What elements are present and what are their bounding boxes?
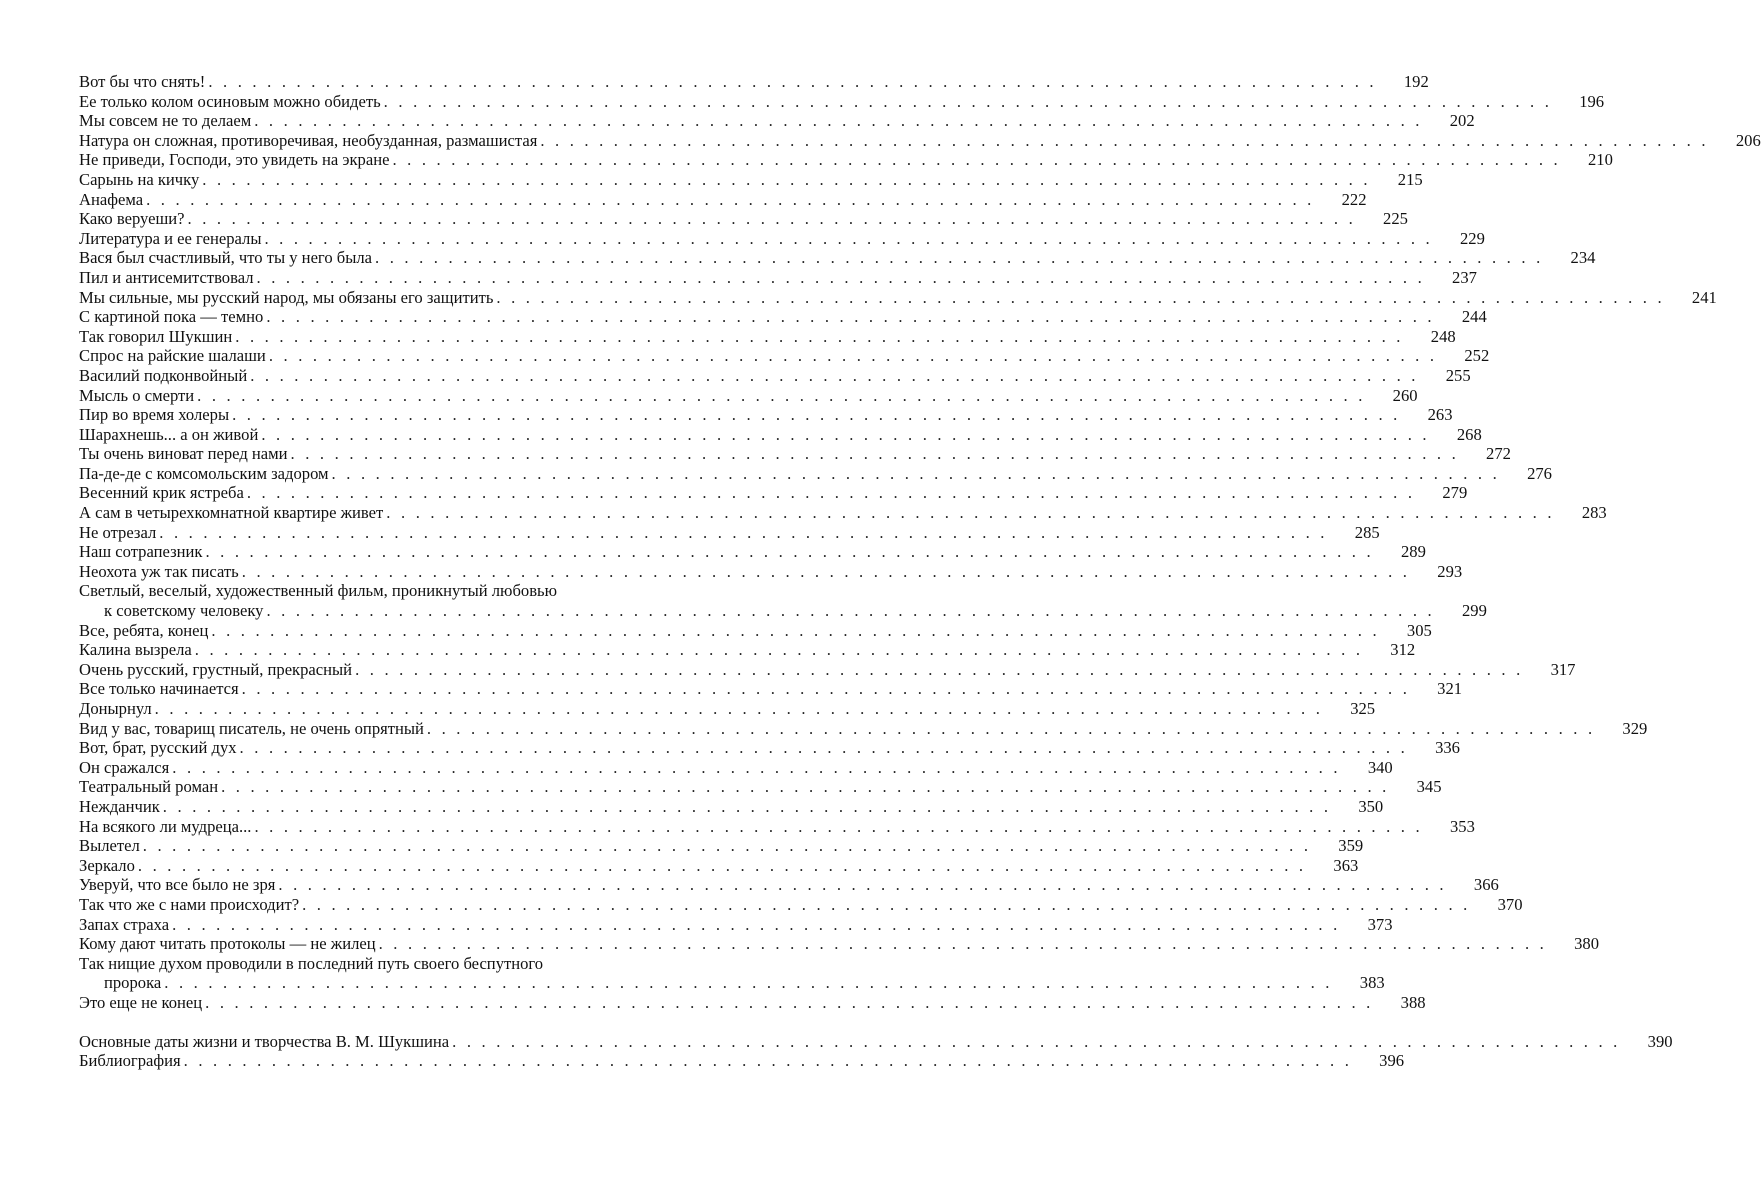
entry-title: Вот, брат, русский дух	[79, 738, 240, 758]
page-number: 299	[1461, 601, 1487, 621]
dot-leader: . . . . . . . . . . . . . . . . . . . . . . . . . . . . . . . . . . . . . . . . . . . . . . . . . . . . . . . . . . . . . . . . . . . . . . . . . . . . . . . .	[246, 483, 1416, 503]
toc-entry	[79, 699, 1376, 719]
entry-title: Натура он сложная, противоречивая, необузданная, размашистая	[79, 131, 540, 151]
page-number: 312	[1390, 640, 1416, 660]
toc-entry	[79, 91, 1605, 112]
page-number: 279	[1442, 483, 1468, 503]
page-number: 237	[1452, 267, 1477, 287]
toc-entry	[79, 816, 1475, 837]
dot-leader: . . . . . . . . . . . . . . . . . . . . . . . . . . . . . . . . . . . . . . . . . . . . . . . . . . . . . . . . . . . . . . . . . . . . . . . . . . . . . . . .	[205, 542, 1374, 562]
toc-entry	[79, 855, 1359, 876]
dot-leader: . . . . . . . . . . . . . . . . . . . . . . . . . . . . . . . . . . . . . . . . . . . . . . . . . . . . . . . . . . . . . . . . . . . . . . . . . . . . . . . .	[540, 130, 1709, 150]
page-number: 252	[1464, 346, 1490, 366]
entry-title: к советскому человеку	[79, 601, 266, 621]
page-number: 350	[1358, 796, 1384, 816]
toc-entry	[79, 875, 1499, 895]
entry-title: С картиной пока — темно	[79, 307, 266, 327]
dot-leader: . . . . . . . . . . . . . . . . . . . . . . . . . . . . . . . . . . . . . . . . . . . . . . . . . . . . . . . . . . . . . . . . . . . . . . . . . . . . . . . .	[146, 189, 1315, 209]
page-number: 260	[1392, 385, 1418, 405]
entry-title: Не приведи, Господи, это увидеть на экране	[79, 150, 392, 170]
page-number: 317	[1550, 659, 1576, 679]
page-number: 289	[1400, 542, 1426, 562]
page-number: 340	[1367, 757, 1393, 777]
entry-title: Театральный роман	[79, 777, 221, 797]
entry-title: Очень русский, грустный, прекрасный	[79, 660, 355, 680]
entry-title: Мы совсем не то делаем	[79, 111, 254, 131]
dot-leader: . . . . . . . . . . . . . . . . . . . . . . . . . . . . . . . . . . . . . . . . . . . . . . . . . . . . . . . . . . . . . . . . . . . . . . . . . . . . . . . .	[452, 1031, 1621, 1051]
entry-title: Кому дают читать протоколы — не жилец	[79, 934, 379, 954]
toc-entry	[79, 561, 1463, 582]
toc-entry	[79, 72, 1429, 92]
page-number: 329	[1622, 718, 1648, 738]
toc-entry	[79, 738, 1460, 758]
toc-entry	[79, 111, 1475, 131]
toc-entry	[79, 424, 1482, 445]
page-number: 244	[1461, 307, 1487, 327]
entry-title: А сам в четырехкомнатной квартире живет	[79, 503, 386, 523]
toc-entry	[79, 659, 1576, 680]
dot-leader: . . . . . . . . . . . . . . . . . . . . . . . . . . . . . . . . . . . . . . . . . . . . . . . . . . . . . . . . . . . . . . . . . . . . . . . . . . . . . . . .	[164, 973, 1333, 993]
toc-entry	[79, 267, 1477, 288]
entry-title: Шарахнешь... а он живой	[79, 425, 261, 445]
dot-leader: . . . . . . . . . . . . . . . . . . . . . . . . . . . . . . . . . . . . . . . . . . . . . . . . . . . . . . . . . . . . . . . . . . . . . . . . . . . . . . . .	[254, 111, 1423, 131]
dot-leader: . . . . . . . . . . . . . . . . . . . . . . . . . . . . . . . . . . . . . . . . . . . . . . . . . . . . . . . . . . . . . . . . . . . . . . . . . . . . . . . .	[232, 405, 1401, 425]
dot-leader: . . . . . . . . . . . . . . . . . . . . . . . . . . . . . . . . . . . . . . . . . . . . . . . . . . . . . . . . . . . . . . . . . . . . . . . . . . . . . . . .	[266, 307, 1435, 327]
dot-leader: . . . . . . . . . . . . . . . . . . . . . . . . . . . . . . . . . . . . . . . . . . . . . . . . . . . . . . . . . . . . . . . . . . . . . . . . . . . . . . . .	[211, 620, 1380, 640]
entry-title: Запах страха	[79, 915, 172, 935]
entry-title-line1: Светлый, веселый, художественный фильм, проникнутый любовью	[79, 581, 557, 601]
toc-entry	[79, 894, 1523, 915]
page-number: 363	[1333, 855, 1359, 875]
dot-leader: . . . . . . . . . . . . . . . . . . . . . . . . . . . . . . . . . . . . . . . . . . . . . . . . . . . . . . . . . . . . . . . . . . . . . . . . . . . . . . . .	[159, 522, 1328, 542]
dot-leader: . . . . . . . . . . . . . . . . . . . . . . . . . . . . . . . . . . . . . . . . . . . . . . . . . . . . . . . . . . . . . . . . . . . . . . . . . . . . . . . .	[392, 150, 1561, 170]
entry-title: Он сражался	[79, 758, 172, 778]
page-number: 272	[1486, 444, 1511, 464]
entry-title: Так что же с нами происходит?	[79, 895, 302, 915]
entry-title: Мы сильные, мы русский народ, мы обязаны его защитить	[79, 288, 496, 308]
page-number: 255	[1445, 365, 1471, 385]
toc-entry	[79, 150, 1613, 170]
entry-title: пророка	[79, 973, 164, 993]
page-number: 276	[1527, 463, 1552, 483]
entry-title: Не отрезал	[79, 523, 159, 543]
toc-entry	[79, 483, 1468, 503]
dot-leader: . . . . . . . . . . . . . . . . . . . . . . . . . . . . . . . . . . . . . . . . . . . . . . . . . . . . . . . . . . . . . . . . . . . . . . . . . . . . . . . .	[221, 777, 1390, 797]
page-number: 283	[1581, 503, 1607, 523]
toc-entry	[79, 463, 1552, 484]
toc-entry	[79, 307, 1487, 327]
page-number: 206	[1735, 130, 1761, 150]
toc-entry	[79, 385, 1418, 406]
dot-leader: . . . . . . . . . . . . . . . . . . . . . . . . . . . . . . . . . . . . . . . . . . . . . . . . . . . . . . . . . . . . . . . . . . . . . . . . . . . . . . . .	[194, 640, 1364, 660]
dot-leader: . . . . . . . . . . . . . . . . . . . . . . . . . . . . . . . . . . . . . . . . . . . . . . . . . . . . . . . . . . . . . . . . . . . . . . . . . . . . . . . .	[331, 463, 1500, 483]
page-number: 353	[1449, 816, 1475, 836]
dot-leader: . . . . . . . . . . . . . . . . . . . . . . . . . . . . . . . . . . . . . . . . . . . . . . . . . . . . . . . . . . . . . . . . . . . . . . . . . . . . . . . .	[172, 757, 1341, 777]
page-number: 241	[1691, 287, 1717, 307]
page-number: 210	[1587, 150, 1613, 170]
dot-leader: . . . . . . . . . . . . . . . . . . . . . . . . . . . . . . . . . . . . . . . . . . . . . . . . . . . . . . . . . . . . . . . . . . . . . . . . . . . . . . . .	[208, 72, 1377, 91]
entry-title: Пир во время холеры	[79, 405, 232, 425]
dot-leader: . . . . . . . . . . . . . . . . . . . . . . . . . . . . . . . . . . . . . . . . . . . . . . . . . . . . . . . . . . . . . . . . . . . . . . . . . . . . . . . .	[235, 326, 1404, 346]
page-number: 248	[1430, 326, 1456, 346]
entry-title-line1: Так нищие духом проводили в последний путь своего беспутного	[79, 953, 544, 973]
page-number: 229	[1459, 228, 1485, 248]
page-number: 370	[1497, 894, 1523, 914]
dot-leader: . . . . . . . . . . . . . . . . . . . . . . . . . . . . . . . . . . . . . . . . . . . . . . . . . . . . . . . . . . . . . . . . . . . . . . . . . . . . . . . .	[264, 228, 1433, 248]
dot-leader: . . . . . . . . . . . . . . . . . . . . . . . . . . . . . . . . . . . . . . . . . . . . . . . . . . . . . . . . . . . . . . . . . . . . . . . . . . . . . . . .	[239, 738, 1408, 758]
toc-entry	[79, 796, 1384, 817]
entry-title: Вася был счастливый, что ты у него была	[79, 248, 375, 268]
toc-entry	[79, 503, 1607, 523]
toc-entry	[79, 287, 1717, 308]
page-number: 225	[1383, 209, 1408, 229]
entry-title: Уверуй, что все было не зря	[79, 875, 278, 895]
entry-title: Все только начинается	[79, 679, 242, 699]
page-number: 373	[1367, 914, 1393, 934]
entry-title: Наш сотрапезник	[79, 542, 205, 562]
toc-entry-multiline	[79, 581, 1487, 621]
entry-title: Весенний крик ястреба	[79, 483, 247, 503]
page-number: 202	[1449, 111, 1475, 131]
dot-leader: . . . . . . . . . . . . . . . . . . . . . . . . . . . . . . . . . . . . . . . . . . . . . . . . . . . . . . . . . . . . . . . . . . . . . . . . . . . . . . . .	[375, 248, 1544, 268]
page-number: 222	[1341, 189, 1367, 209]
toc-entry	[79, 542, 1426, 562]
toc-entry	[79, 130, 1761, 151]
page-number: 305	[1406, 620, 1432, 640]
entry-title: На всякого ли мудреца...	[79, 817, 254, 837]
page-number: 215	[1397, 169, 1423, 189]
page-number: 196	[1579, 91, 1605, 111]
entry-title: Спрос на райские шалаши	[79, 346, 269, 366]
page-number: 359	[1338, 836, 1364, 856]
entry-title: Зеркало	[79, 856, 138, 876]
page-number: 192	[1403, 72, 1429, 91]
dot-leader: . . . . . . . . . . . . . . . . . . . . . . . . . . . . . . . . . . . . . . . . . . . . . . . . . . . . . . . . . . . . . . . . . . . . . . . . . . . . . . . .	[378, 934, 1548, 954]
dot-leader: . . . . . . . . . . . . . . . . . . . . . . . . . . . . . . . . . . . . . . . . . . . . . . . . . . . . . . . . . . . . . . . . . . . . . . . . . . . . . . . .	[386, 503, 1555, 523]
page-number: 268	[1456, 424, 1482, 444]
entry-title: Вот бы что снять!	[79, 72, 208, 92]
dot-leader: . . . . . . . . . . . . . . . . . . . . . . . . . . . . . . . . . . . . . . . . . . . . . . . . . . . . . . . . . . . . . . . . . . . . . . . . . . . . . . . .	[278, 875, 1447, 895]
dot-leader: . . . . . . . . . . . . . . . . . . . . . . . . . . . . . . . . . . . . . . . . . . . . . . . . . . . . . . . . . . . . . . . . . . . . . . . . . . . . . . . .	[183, 1051, 1353, 1071]
entry-title: Ты очень виноват перед нами	[79, 444, 291, 464]
section-gap	[79, 1013, 664, 1032]
toc-entry	[79, 620, 1432, 641]
toc-entry	[79, 405, 1453, 425]
dot-leader: . . . . . . . . . . . . . . . . . . . . . . . . . . . . . . . . . . . . . . . . . . . . . . . . . . . . . . . . . . . . . . . . . . . . . . . . . . . . . . . .	[137, 855, 1307, 875]
dot-leader: . . . . . . . . . . . . . . . . . . . . . . . . . . . . . . . . . . . . . . . . . . . . . . . . . . . . . . . . . . . . . . . . . . . . . . . . . . . . . . . .	[261, 424, 1430, 444]
dot-leader: . . . . . . . . . . . . . . . . . . . . . . . . . . . . . . . . . . . . . . . . . . . . . . . . . . . . . . . . . . . . . . . . . . . . . . . . . . . . . . . .	[241, 679, 1411, 699]
page-number: 345	[1416, 777, 1442, 797]
entry-title: Анафема	[79, 190, 146, 210]
page-number: 396	[1379, 1051, 1405, 1071]
page-number: 325	[1350, 699, 1376, 718]
page-number: 293	[1437, 561, 1463, 581]
dot-leader: . . . . . . . . . . . . . . . . . . . . . . . . . . . . . . . . . . . . . . . . . . . . . . . . . . . . . . . . . . . . . . . . . . . . . . . . . . . . . . . .	[256, 267, 1425, 287]
toc-entry	[79, 228, 1485, 249]
entry-title: Это еще не конец	[79, 993, 205, 1013]
entry-title: Неохота уж так писать	[79, 562, 242, 582]
dot-leader: . . . . . . . . . . . . . . . . . . . . . . . . . . . . . . . . . . . . . . . . . . . . . . . . . . . . . . . . . . . . . . . . . . . . . . . . . . . . . . . .	[355, 659, 1524, 679]
dot-leader: . . . . . . . . . . . . . . . . . . . . . . . . . . . . . . . . . . . . . . . . . . . . . . . . . . . . . . . . . . . . . . . . . . . . . . . . . . . . . . . .	[154, 699, 1324, 718]
toc-entry	[79, 718, 1648, 739]
entry-title: Ее только колом осиновым можно обидеть	[79, 92, 384, 112]
entry-title: Основные даты жизни и творчества В. М. Шукшина	[79, 1032, 452, 1052]
dot-leader: . . . . . . . . . . . . . . . . . . . . . . . . . . . . . . . . . . . . . . . . . . . . . . . . . . . . . . . . . . . . . . . . . . . . . . . . . . . . . . . .	[496, 287, 1665, 307]
entry-title: Библиография	[79, 1051, 184, 1071]
toc-entry	[79, 679, 1463, 699]
entry-title: Литература и ее генералы	[79, 229, 264, 249]
entry-title: Вид у вас, товарищ писатель, не очень опрятный	[79, 719, 427, 739]
toc-entry	[79, 1051, 1405, 1071]
entry-title: Па-де-де с комсомольским задором	[79, 464, 332, 484]
entry-title: Вылетел	[79, 836, 143, 856]
dot-leader: . . . . . . . . . . . . . . . . . . . . . . . . . . . . . . . . . . . . . . . . . . . . . . . . . . . . . . . . . . . . . . . . . . . . . . . . . . . . . . . .	[302, 894, 1471, 914]
dot-leader: . . . . . . . . . . . . . . . . . . . . . . . . . . . . . . . . . . . . . . . . . . . . . . . . . . . . . . . . . . . . . . . . . . . . . . . . . . . . . . . .	[383, 91, 1553, 111]
entry-title: Нежданчик	[79, 797, 163, 817]
toc-entry	[79, 934, 1600, 954]
entry-title: Пил и антисемитствовал	[79, 268, 257, 288]
dot-leader: . . . . . . . . . . . . . . . . . . . . . . . . . . . . . . . . . . . . . . . . . . . . . . . . . . . . . . . . . . . . . . . . . . . . . . . . . . . . . . . .	[187, 209, 1356, 229]
dot-leader: . . . . . . . . . . . . . . . . . . . . . . . . . . . . . . . . . . . . . . . . . . . . . . . . . . . . . . . . . . . . . . . . . . . . . . . . . . . . . . . .	[172, 914, 1341, 934]
dot-leader: . . . . . . . . . . . . . . . . . . . . . . . . . . . . . . . . . . . . . . . . . . . . . . . . . . . . . . . . . . . . . . . . . . . . . . . . . . . . . . . .	[266, 601, 1435, 621]
table-of-contents	[79, 72, 1761, 1071]
entry-title: Донырнул	[79, 699, 155, 719]
entry-title: Мысль о смерти	[79, 386, 197, 406]
entry-title: Калина вызрела	[79, 640, 195, 660]
toc-entry	[79, 326, 1456, 347]
dot-leader: . . . . . . . . . . . . . . . . . . . . . . . . . . . . . . . . . . . . . . . . . . . . . . . . . . . . . . . . . . . . . . . . . . . . . . . . . . . . . . . .	[162, 796, 1332, 816]
page-number: 263	[1427, 405, 1453, 425]
toc-entry	[79, 973, 1385, 993]
dot-leader: . . . . . . . . . . . . . . . . . . . . . . . . . . . . . . . . . . . . . . . . . . . . . . . . . . . . . . . . . . . . . . . . . . . . . . . . . . . . . . . .	[197, 385, 1366, 405]
dot-leader: . . . . . . . . . . . . . . . . . . . . . . . . . . . . . . . . . . . . . . . . . . . . . . . . . . . . . . . . . . . . . . . . . . . . . . . . . . . . . . . .	[254, 816, 1423, 836]
toc-entries	[79, 72, 1761, 1013]
toc-appendix	[79, 1031, 1673, 1071]
dot-leader: . . . . . . . . . . . . . . . . . . . . . . . . . . . . . . . . . . . . . . . . . . . . . . . . . . . . . . . . . . . . . . . . . . . . . . . . . . . . . . . .	[250, 365, 1419, 385]
toc-entry	[79, 444, 1511, 464]
toc-entry	[79, 209, 1408, 229]
toc-entry	[79, 248, 1596, 268]
dot-leader: . . . . . . . . . . . . . . . . . . . . . . . . . . . . . . . . . . . . . . . . . . . . . . . . . . . . . . . . . . . . . . . . . . . . . . . . . . . . . . . .	[290, 444, 1459, 464]
page-number: 380	[1574, 934, 1600, 954]
entry-title: Василий подконвойный	[79, 366, 250, 386]
toc-entry	[79, 914, 1393, 935]
dot-leader: . . . . . . . . . . . . . . . . . . . . . . . . . . . . . . . . . . . . . . . . . . . . . . . . . . . . . . . . . . . . . . . . . . . . . . . . . . . . . . . .	[268, 346, 1438, 366]
page-number: 388	[1400, 992, 1426, 1012]
page-number: 366	[1473, 875, 1499, 895]
entry-title: Како веруеши?	[79, 209, 188, 229]
toc-entry	[79, 346, 1490, 366]
page-number: 321	[1437, 679, 1463, 699]
toc-entry	[79, 777, 1442, 797]
page-number: 390	[1647, 1031, 1673, 1051]
page-number: 336	[1435, 738, 1460, 758]
page-number: 383	[1359, 973, 1385, 993]
toc-entry	[79, 189, 1367, 210]
entry-title: Так говорил Шукшин	[79, 327, 235, 347]
toc-entry	[79, 169, 1423, 190]
toc-entry	[79, 640, 1416, 660]
toc-entry	[79, 836, 1364, 856]
dot-leader: . . . . . . . . . . . . . . . . . . . . . . . . . . . . . . . . . . . . . . . . . . . . . . . . . . . . . . . . . . . . . . . . . . . . . . . . . . . . . . . .	[426, 718, 1596, 738]
entry-title: Сарынь на кичку	[79, 170, 202, 190]
toc-entry	[79, 365, 1471, 386]
dot-leader: . . . . . . . . . . . . . . . . . . . . . . . . . . . . . . . . . . . . . . . . . . . . . . . . . . . . . . . . . . . . . . . . . . . . . . . . . . . . . . . .	[205, 992, 1374, 1012]
entry-title: Все, ребята, конец	[79, 621, 211, 641]
toc-entry	[79, 1031, 1673, 1052]
toc-entry	[79, 757, 1393, 778]
toc-entry	[79, 522, 1380, 543]
toc-entry	[79, 992, 1426, 1013]
dot-leader: . . . . . . . . . . . . . . . . . . . . . . . . . . . . . . . . . . . . . . . . . . . . . . . . . . . . . . . . . . . . . . . . . . . . . . . . . . . . . . . .	[202, 169, 1371, 189]
page-number: 234	[1570, 248, 1596, 268]
dot-leader: . . . . . . . . . . . . . . . . . . . . . . . . . . . . . . . . . . . . . . . . . . . . . . . . . . . . . . . . . . . . . . . . . . . . . . . . . . . . . . . .	[241, 561, 1411, 581]
toc-entry	[79, 601, 1487, 621]
dot-leader: . . . . . . . . . . . . . . . . . . . . . . . . . . . . . . . . . . . . . . . . . . . . . . . . . . . . . . . . . . . . . . . . . . . . . . . . . . . . . . . .	[142, 836, 1312, 856]
page-number: 285	[1354, 522, 1380, 542]
toc-entry-multiline	[79, 953, 1385, 993]
